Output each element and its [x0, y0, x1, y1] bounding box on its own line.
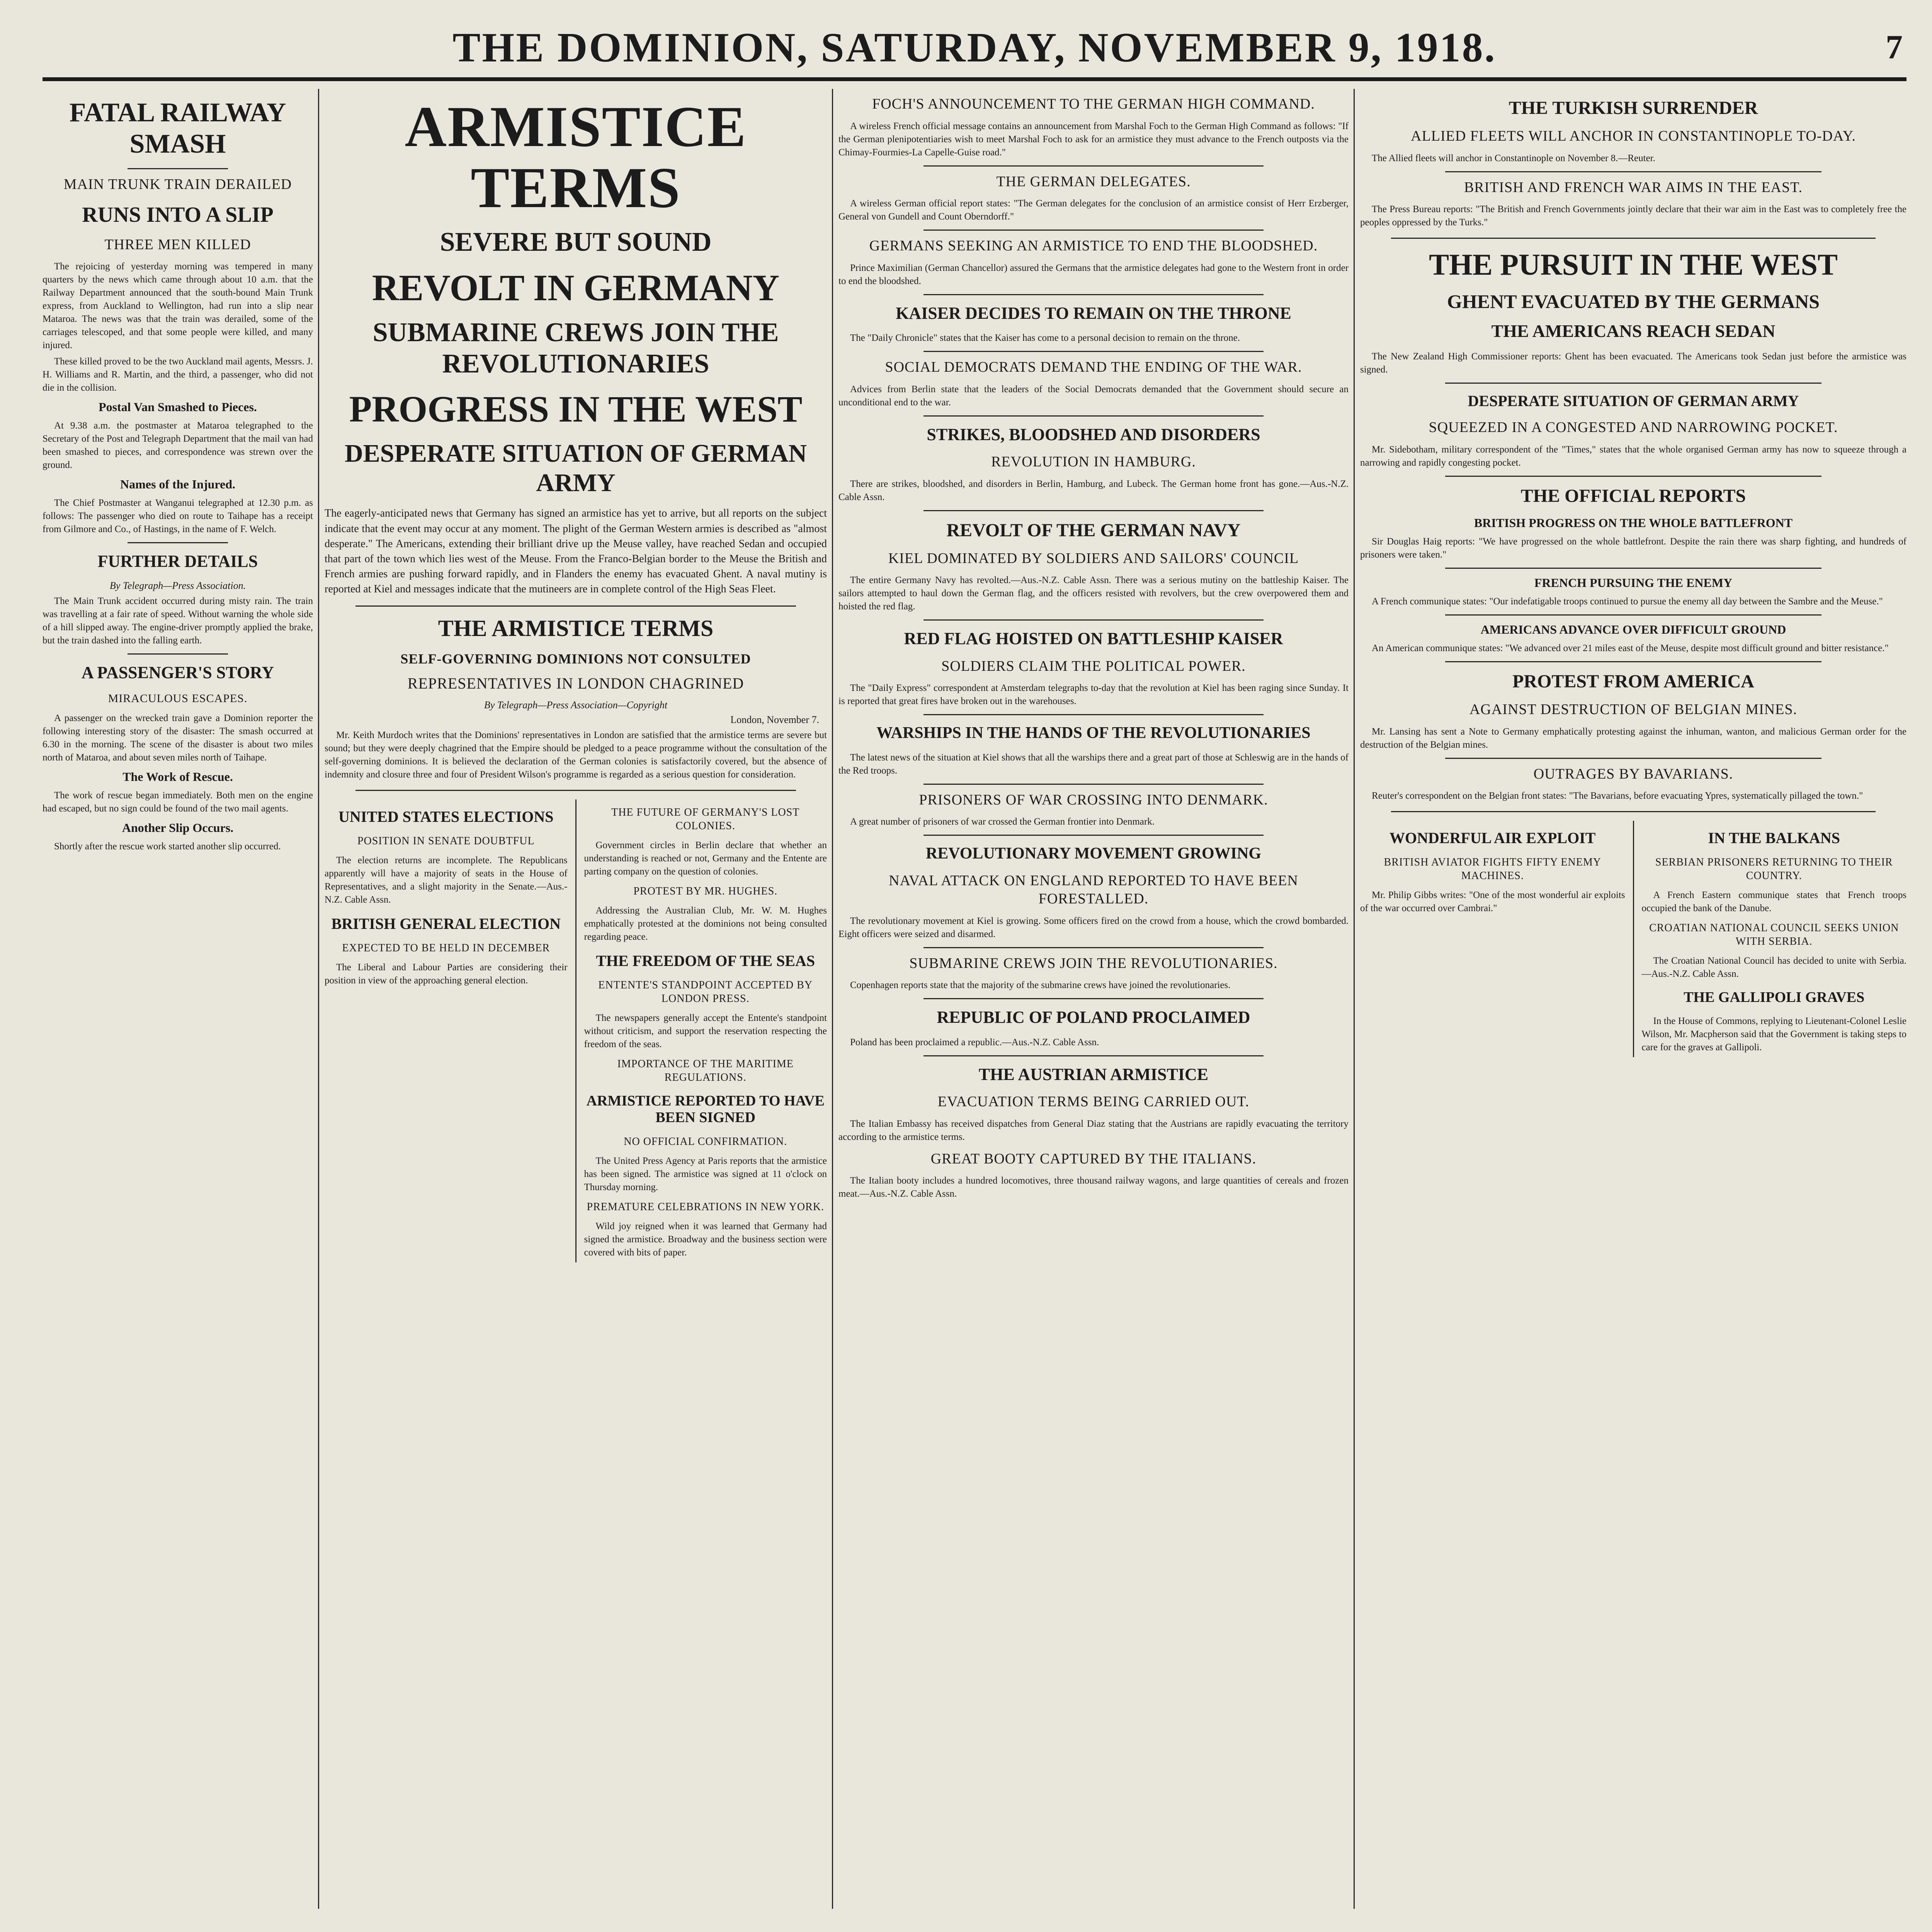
divider [923, 510, 1264, 511]
divider [1445, 383, 1821, 384]
section-heading: The Work of Rescue. [122, 770, 233, 784]
section-heading: Names of the Injured. [120, 477, 236, 492]
section-heading: UNITED STATES ELECTIONS [338, 808, 554, 825]
article-text: At 9.38 a.m. the postmaster at Mataroa telegraphed to the Secretary of the Post and Telegraph Department that the mail van had been smashed to pieces, and correspondence was strewn over the ground. [43, 420, 313, 471]
section-heading: Another Slip Occurs. [122, 821, 234, 835]
article-text: The revolutionary movement at Kiel is growing. Some officers fired on the crowd from a house, which the crowd bombarded. Eight officers were seized and disarmed. [838, 915, 1349, 939]
divider [128, 168, 228, 169]
divider [923, 998, 1264, 999]
divider [923, 415, 1264, 417]
subheadline: MIRACULOUS ESCAPES. [108, 692, 248, 705]
section-heading: REVOLUTIONARY MOVEMENT GROWING [925, 845, 1262, 863]
section-heading: OUTRAGES BY BAVARIANS. [1533, 765, 1733, 782]
article-text: The Main Trunk accident occurred during misty rain. The train was travelling at a fair rate of speed. Without warning the whole side of a hill slipped away. The engine-driver promptly applied the brake, but the train dashed into the falling earth. [43, 595, 313, 646]
subheadline: THREE MEN KILLED [104, 236, 251, 253]
subheadline: RUNS INTO A SLIP [82, 202, 274, 227]
article-text: Mr. Sidebotham, military correspondent of the "Times," states that the whole organised German army has now to squeeze through a narrowing and rapidly congesting pocket. [1360, 444, 1906, 468]
divider [923, 835, 1264, 836]
article-text: The "Daily Chronicle" states that the Kaiser has come to a personal decision to remain on the throne. [850, 333, 1240, 344]
article-text: Government circles in Berlin declare that whether an understanding is reached or not, Germany and the Entente are parting company on the question of colonies. [584, 840, 827, 877]
subheadline: EVACUATION TERMS BEING CARRIED OUT. [937, 1094, 1250, 1110]
section-heading: THE GERMAN DELEGATES. [996, 173, 1191, 190]
divider [355, 790, 796, 791]
section-heading: SUBMARINE CREWS JOIN THE REVOLUTIONARIES. [909, 955, 1278, 971]
subheadline: THE AMERICANS REACH SEDAN [1491, 321, 1776, 341]
article-text: The entire Germany Navy has revolted.—Aus.-N.Z. Cable Assn. There was a serious mutiny on the battleship Kaiser. The sailors attempted to haul down the German flag, and the officers resisted with revolvers, but the crew overpowered them and hoisted the red flag. [838, 575, 1349, 612]
subheadline: SELF-GOVERNING DOMINIONS NOT CONSULTED [400, 651, 751, 667]
subcolumn-right [1642, 821, 1907, 1057]
masthead [43, 15, 1906, 81]
section-heading: GREAT BOOTY CAPTURED BY THE ITALIANS. [930, 1150, 1257, 1167]
section-heading: STRIKES, BLOODSHED AND DISORDERS [927, 425, 1260, 444]
headline: REVOLT IN GERMANY [372, 267, 780, 308]
column-rule [318, 89, 319, 1909]
two-column-block [1360, 821, 1906, 1057]
section-heading: THE OFFICIAL REPORTS [1520, 485, 1746, 506]
divider [923, 714, 1264, 715]
article-text: A French communique states: "Our indefatigable troops continued to pursue the enemy all day between the Sambre and the Meuse." [1372, 596, 1883, 607]
section-heading: Postal Van Smashed to Pieces. [99, 400, 257, 414]
article-text: In the House of Commons, replying to Lieutenant-Colonel Leslie Wilson, Mr. Macpherson said that the Government is taking steps to care for the graves at Gallipoli. [1641, 1015, 1906, 1053]
section-heading: PROTEST FROM AMERICA [1512, 671, 1754, 692]
columns [43, 89, 1906, 1909]
divider [923, 947, 1264, 948]
article-text: The latest news of the situation at Kiel shows that all the warships there and a great part of those at Schleswig are in the hands of the Red troops. [838, 752, 1349, 776]
article-text: The Italian booty includes a hundred locomotives, three thousand railway wagons, and large quantities of cereals and frozen meat.—Aus.-N.Z. Cable Assn. [838, 1175, 1349, 1199]
section-heading: BRITISH AND FRENCH WAR AIMS IN THE EAST. [1464, 179, 1803, 196]
section-heading: WARSHIPS IN THE HANDS OF THE REVOLUTIONARIES [876, 724, 1311, 742]
subheadline: SQUEEZED IN A CONGESTED AND NARROWING POCKET. [1429, 419, 1838, 436]
subcolumn-right [584, 799, 827, 1262]
section-heading: GERMANS SEEKING AN ARMISTICE TO END THE BLOODSHED. [869, 238, 1318, 254]
section-heading: CROATIAN NATIONAL COUNCIL SEEKS UNION WITH SERBIA. [1649, 922, 1899, 948]
article-text: Mr. Philip Gibbs writes: "One of the most wonderful air exploits of the war occurred over Cambrai." [1360, 890, 1625, 914]
column-railway-smash [43, 89, 313, 1909]
headline: FATAL RAILWAY SMASH [69, 98, 286, 159]
subcolumn-left [325, 799, 568, 1262]
section-heading: AMERICANS ADVANCE OVER DIFFICULT GROUND [1480, 622, 1786, 637]
article-text: Copenhagen reports state that the majority of the submarine crews have joined the revolutionaries. [850, 980, 1231, 991]
column-rule [1354, 89, 1355, 1909]
divider [923, 351, 1264, 352]
subcolumn-left [1360, 821, 1625, 1057]
main-headline: ARMISTICE TERMS [405, 95, 747, 220]
article-text: The "Daily Express" correspondent at Amsterdam telegraphs to-day that the revolution at Kiel has been raging since Sunday. It is reported that great fires have broken out in the warehouses. [838, 683, 1349, 707]
article-text: Prince Maximilian (German Chancellor) assured the Germans that the armistice delegates had gone to the Western front in order to end the bloodshed. [838, 262, 1349, 286]
headline: PROGRESS IN THE WEST [349, 388, 803, 430]
divider [1445, 568, 1821, 569]
section-heading: THE ARMISTICE TERMS [438, 615, 714, 641]
section-heading: SOCIAL DEMOCRATS DEMAND THE ENDING OF THE WAR. [885, 359, 1302, 376]
article-text: The election returns are incomplete. The Republicans apparently will have a majority of seats in the House of Representatives, and a slight majority in the Senate.—Aus.-N.Z. Cable Assn. [325, 855, 568, 905]
divider [1391, 811, 1876, 812]
article-text: A wireless French official message contains an announcement from Marshal Foch to the German High Command as follows: "If the German plenipotentiaries wish to meet Marshal Foch to ask for an armistice they must advance to the French outposts via the Chimay-Fourmies-La Capelle-Guise road." [838, 121, 1349, 158]
page-number: 7 [1886, 29, 1903, 66]
lead-paragraph: The eagerly-anticipated news that Germany has signed an armistice has yet to arrive, but all reports on the subject indicate that the event may occur at any moment. The plight of the German Western armies is described as "almost desperate." The Americans, extending their brilliant drive up the Meuse valley, have reached Sedan and occupied that part of the town which lies west of the Meuse. From the Franco-Belgian border to the Meuse the British and French armies are pushing forward rapidly, and in Flanders the enemy has evacuated Ghent. A naval mutiny is reported at Kiel and messages indicate that the mutineers are in complete control of the High Seas Fleet. [325, 507, 827, 595]
article-text: The work of rescue began immediately. Both men on the engine had escaped, but no sign could be found of the two mail agents. [43, 790, 313, 814]
article-text: A wireless German official report states: "The German delegates for the conclusion of an armistice consist of Herr Erzberger, General von Gundell and Count Oberndorff." [838, 198, 1349, 222]
headline: DESPERATE SITUATION OF GERMAN ARMY [344, 439, 807, 497]
section-heading: REPUBLIC OF POLAND PROCLAIMED [937, 1008, 1250, 1027]
divider [1391, 238, 1876, 239]
subheadline: NAVAL ATTACK ON ENGLAND REPORTED TO HAVE BEEN FORESTALLED. [889, 872, 1298, 907]
article-text: Advices from Berlin state that the leaders of the Social Democrats demanded that the Government should secure an unconditional end to the war. [838, 384, 1349, 408]
divider [355, 605, 796, 607]
section-heading: IMPORTANCE OF THE MARITIME REGULATIONS. [617, 1058, 794, 1083]
headline: SUBMARINE CREWS JOIN THE REVOLUTIONARIES [372, 318, 779, 379]
article-text: The newspapers generally accept the Entente's standpoint without criticism, and support the reservation respecting the freedom of the seas. [584, 1012, 827, 1049]
subheadline: REVOLUTION IN HAMBURG. [991, 454, 1196, 470]
divider [923, 165, 1264, 167]
section-heading: FURTHER DETAILS [97, 552, 258, 571]
divider [128, 653, 228, 655]
headline: SEVERE BUT SOUND [440, 227, 712, 257]
divider [1445, 171, 1821, 172]
article-text: Reuter's correspondent on the Belgian front states: "The Bavarians, before evacuating Ypres, systematically pillaged the town." [1372, 791, 1863, 801]
section-heading: PRISONERS OF WAR CROSSING INTO DENMARK. [919, 791, 1268, 808]
article-text: An American communique states: "We advanced over 21 miles east of the Meuse, despite most difficult ground and bitter resistance." [1372, 643, 1889, 654]
section-heading: FOCH'S ANNOUNCEMENT TO THE GERMAN HIGH COMMAND. [872, 96, 1315, 112]
section-heading: THE FREEDOM OF THE SEAS [596, 952, 815, 969]
subheadline: REPRESENTATIVES IN LONDON CHAGRINED [407, 674, 744, 692]
subheadline: POSITION IN SENATE DOUBTFUL [357, 835, 535, 847]
article-text: Mr. Keith Murdoch writes that the Dominions' representatives in London are satisfied that the armistice terms are severe but sound; but they were deeply chagrined that the Empire should be pledged to a peace programme without the consultation of the self-governing dominions. It is believed the declaration of the German colonies is satisfactorily covered, but the absence of indemnity and closure three and four of President Wilson's programme is regarded as a serious question for consideration. [325, 730, 827, 780]
section-heading: REVOLT OF THE GERMAN NAVY [946, 520, 1241, 541]
dateline: London, November 7. [730, 714, 819, 725]
byline: By Telegraph—Press Association—Copyright [484, 699, 668, 711]
article-text: The Liberal and Labour Parties are considering their position in view of the approaching general election. [325, 962, 568, 986]
subheadline: SERBIAN PRISONERS RETURNING TO THEIR COUNTRY. [1655, 856, 1893, 882]
column-western-front [1360, 89, 1906, 1909]
section-heading: PROTEST BY MR. HUGHES. [633, 885, 778, 897]
divider [1445, 758, 1821, 759]
section-heading: THE FUTURE OF GERMANY'S LOST COLONIES. [611, 806, 800, 832]
article-text: Sir Douglas Haig reports: "We have progressed on the whole battlefront. Despite the rain there was sharp fighting, and hundreds of prisoners were taken." [1360, 536, 1906, 560]
divider [923, 230, 1264, 231]
article-text: The Croatian National Council has decided to unite with Serbia.—Aus.-N.Z. Cable Assn. [1641, 956, 1906, 980]
subheadline: ENTENTE'S STANDPOINT ACCEPTED BY LONDON PRESS. [598, 979, 813, 1005]
headline: THE PURSUIT IN THE WEST [1429, 248, 1838, 282]
column-rule [832, 89, 833, 1909]
section-heading: ARMISTICE REPORTED TO HAVE BEEN SIGNED [586, 1092, 825, 1126]
article-text: There are strikes, bloodshed, and disorders in Berlin, Hamburg, and Lubeck. The German home front has gone.—Aus.-N.Z. Cable Assn. [838, 478, 1349, 502]
section-heading: THE TURKISH SURRENDER [1509, 98, 1758, 118]
masthead-title: THE DOMINION, SATURDAY, NOVEMBER 9, 1918. [452, 25, 1497, 71]
column-armistice-terms [325, 89, 827, 1909]
article-text: Mr. Lansing has sent a Note to Germany emphatically protesting against the inhuman, wanton, and malicious German order for the destruction of the Belgian mines. [1360, 726, 1906, 750]
subheadline: NO OFFICIAL CONFIRMATION. [624, 1135, 787, 1148]
section-heading: RED FLAG HOISTED ON BATTLESHIP KAISER [904, 629, 1283, 648]
two-column-block [325, 799, 827, 1262]
subheadline: KIEL DOMINATED BY SOLDIERS AND SAILORS' COUNCIL [888, 550, 1299, 566]
article-text: The Italian Embassy has received dispatches from General Diaz stating that the Austrians are rapidly evacuating the territory according to the armistice terms. [838, 1118, 1349, 1142]
article-text: A great number of prisoners of war crossed the German frontier into Denmark. [850, 816, 1155, 827]
subheadline: EXPECTED TO BE HELD IN DECEMBER [342, 942, 550, 954]
article-text: The Press Bureau reports: "The British and French Governments jointly declare that their war aim in the East was to completely free the peoples oppressed by the Turks." [1360, 204, 1906, 228]
section-heading: FRENCH PURSUING THE ENEMY [1534, 576, 1733, 590]
divider [923, 1055, 1264, 1056]
divider [128, 542, 228, 543]
byline: By Telegraph—Press Association. [109, 580, 246, 591]
divider [1445, 614, 1821, 616]
article-text: Shortly after the rescue work started another slip occurred. [54, 841, 281, 852]
subheadline: SOLDIERS CLAIM THE POLITICAL POWER. [941, 658, 1246, 674]
section-heading: DESPERATE SITUATION OF GERMAN ARMY [1468, 392, 1799, 410]
subheadline: MAIN TRUNK TRAIN DERAILED [63, 176, 292, 192]
divider [923, 619, 1264, 621]
subheadline: BRITISH AVIATOR FIGHTS FIFTY ENEMY MACHINES. [1384, 856, 1601, 882]
article-text: The United Press Agency at Paris reports that the armistice has been signed. The armistice was signed at 11 o'clock on Thursday morning. [584, 1155, 827, 1192]
article-text: The Chief Postmaster at Wanganui telegraphed at 12.30 p.m. as follows: The passenger who died on route to Taihape has a receipt from Gilmore and Co., of Hastings, in the name of F. Welch. [43, 498, 313, 535]
subcolumn-rule [1633, 821, 1634, 1057]
section-heading: PREMATURE CELEBRATIONS IN NEW YORK. [587, 1201, 824, 1213]
section-heading: THE AUSTRIAN ARMISTICE [978, 1065, 1209, 1084]
section-heading: IN THE BALKANS [1708, 829, 1840, 847]
article-text: The rejoicing of yesterday morning was tempered in many quarters by the news which came through about 10 a.m. that the Railway Department announced that the south-bound Main Trunk express, from Auckland to Wellington, had run into a slip near Mataroa. The news was that the train was derailed, some of the carriages telescoped, and that some people were killed, and many injured. [43, 261, 313, 351]
divider [923, 294, 1264, 295]
article-text: These killed proved to be the two Auckland mail agents, Messrs. J. H. Williams and R. Martin, and the third, a passenger, who did not die in the collision. [43, 356, 313, 393]
subheadline: AGAINST DESTRUCTION OF BELGIAN MINES. [1469, 701, 1798, 718]
article-text: Poland has been proclaimed a republic.—Aus.-N.Z. Cable Assn. [850, 1037, 1099, 1048]
section-heading: THE GALLIPOLI GRAVES [1684, 989, 1865, 1006]
subheadline: BRITISH PROGRESS ON THE WHOLE BATTLEFRONT [1474, 516, 1793, 530]
article-text: A French Eastern communique states that French troops occupied the bank of the Danube. [1641, 890, 1906, 914]
divider [1445, 661, 1821, 662]
subheadline: GHENT EVACUATED BY THE GERMANS [1447, 290, 1820, 312]
section-heading: BRITISH GENERAL ELECTION [331, 915, 561, 932]
column-german-revolt [838, 89, 1349, 1909]
divider [923, 784, 1264, 785]
section-heading: A PASSENGER'S STORY [81, 663, 274, 682]
article-text: Wild joy reigned when it was learned that Germany had signed the armistice. Broadway and the business section were covered with bits of paper. [584, 1221, 827, 1258]
subheadline: ALLIED FLEETS WILL ANCHOR IN CONSTANTINOPLE TO-DAY. [1411, 128, 1856, 145]
article-text: A passenger on the wrecked train gave a Dominion reporter the following interesting story of the disaster: The smash occurred at 6.30 in the morning. The scene of the disaster is about two miles north of Mataroa, and about seven miles north of Taihape. [43, 713, 313, 763]
subcolumn-rule [575, 799, 577, 1262]
article-text: Addressing the Australian Club, Mr. W. M. Hughes emphatically protested at the dominions not being consulted regarding peace. [584, 905, 827, 942]
section-heading: KAISER DECIDES TO REMAIN ON THE THRONE [896, 303, 1291, 323]
section-heading: WONDERFUL AIR EXPLOIT [1389, 829, 1596, 847]
divider [1445, 476, 1821, 477]
article-text: The Allied fleets will anchor in Constantinople on November 8.—Reuter. [1372, 153, 1655, 163]
article-text: The New Zealand High Commissioner reports: Ghent has been evacuated. The Americans took Sedan just before the armistice was signed. [1360, 351, 1906, 375]
